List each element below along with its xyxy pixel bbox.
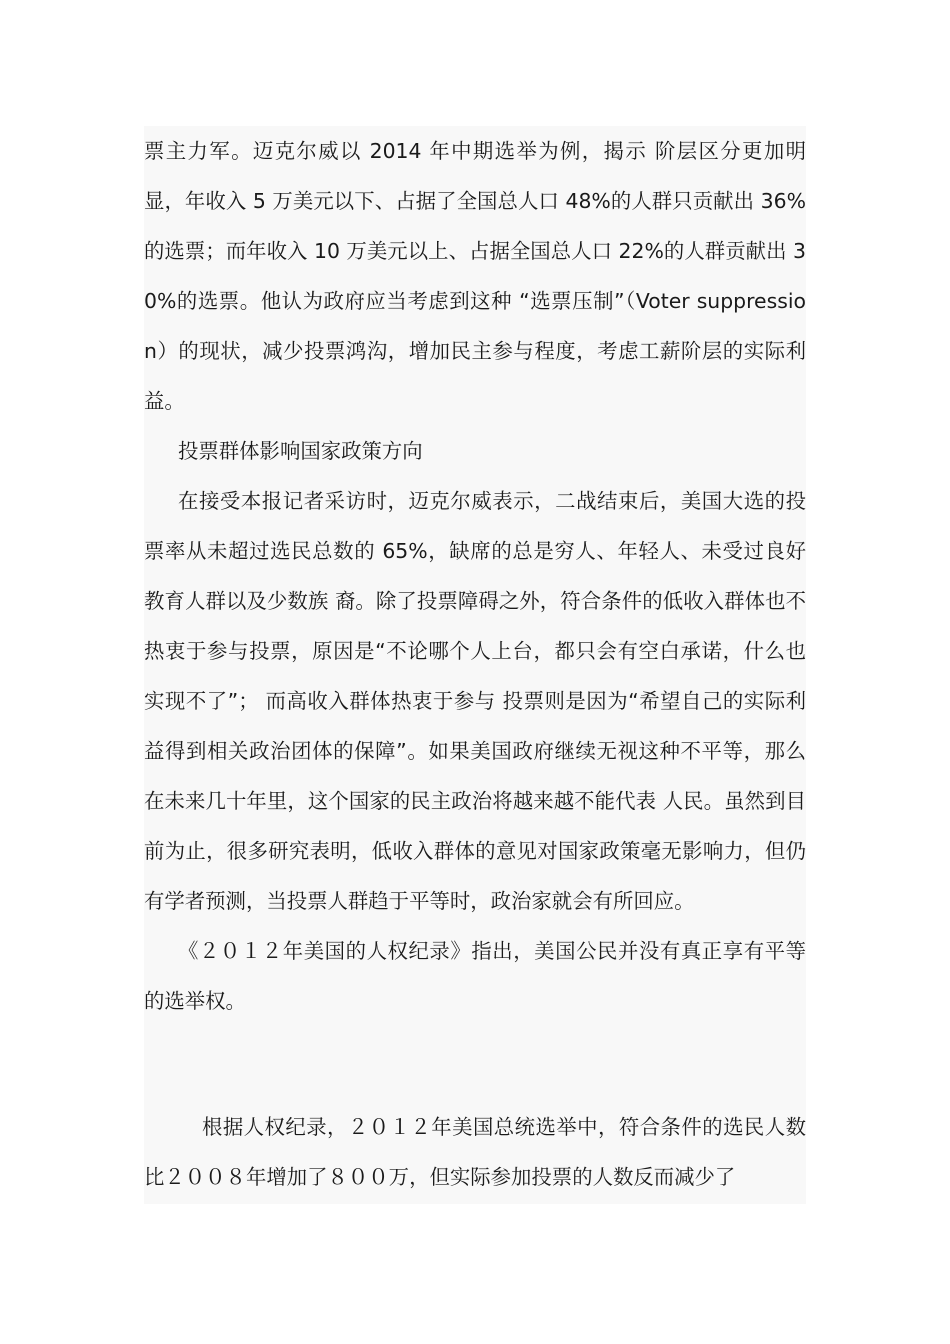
paragraph-interview: 在接受本报记者采访时，迈克尔威表示，二战结束后，美国大选的投票率从未超过选民总数的 65%，缺席的总是穷人、年轻人、未受过良好教育人群以及少数族 裔。除了投票障碍之外，符合条件的低收入群体也不热衷于参与投票，原因是“不论哪个人上台，都只会有空白承诺，什么也实现不了”； 而高收入群体热衷于参与 投票则是因为“希望自己的实际利益得到相关政治团体的保障”。如果美国政府继续无视这种不平等，那么在未来几十年里，这个国家的民主政治将越来越不能代表 人民。虽然到目前为止，很多研究表明，低收入群体的意见对国家政策毫无影响力，但仍有学者预测，当投票人群趋于平等时，政治家就会有所回应。	[144, 489, 806, 913]
paragraph-2012-election: 根据人权纪录，２０１２年美国总统选举中，符合条件的选民人数比２００８年增加了８００万，但实际参加投票的人数反而减少了	[144, 1115, 806, 1189]
section-heading-voter-influence: 投票群体影响国家政策方向	[178, 439, 423, 463]
paragraph-human-rights-record: 《２０１２年美国的人权纪录》指出，美国公民并没有真正享有平等的选举权。	[144, 939, 806, 1013]
paragraph-voting-gap: 票主力军。迈克尔威以 2014 年中期选举为例，揭示 阶层区分更加明显，年收入 5 万美元以下、占据了全国总人口 48%的人群只贡献出 36%的选票；而年收入 10 万美元以上、占据全国总人口 22%的人群贡献出 30%的选票。他认为政府应当考虑到这种 “选票压制”（Voter suppression）的现状，减少投票鸿沟，增加民主参与程度，考虑工薪阶层的实际利益。	[144, 139, 806, 413]
column-bottom	[144, 1202, 806, 1204]
document-body	[144, 126, 806, 1204]
paragraph-spacer	[144, 1026, 806, 1102]
